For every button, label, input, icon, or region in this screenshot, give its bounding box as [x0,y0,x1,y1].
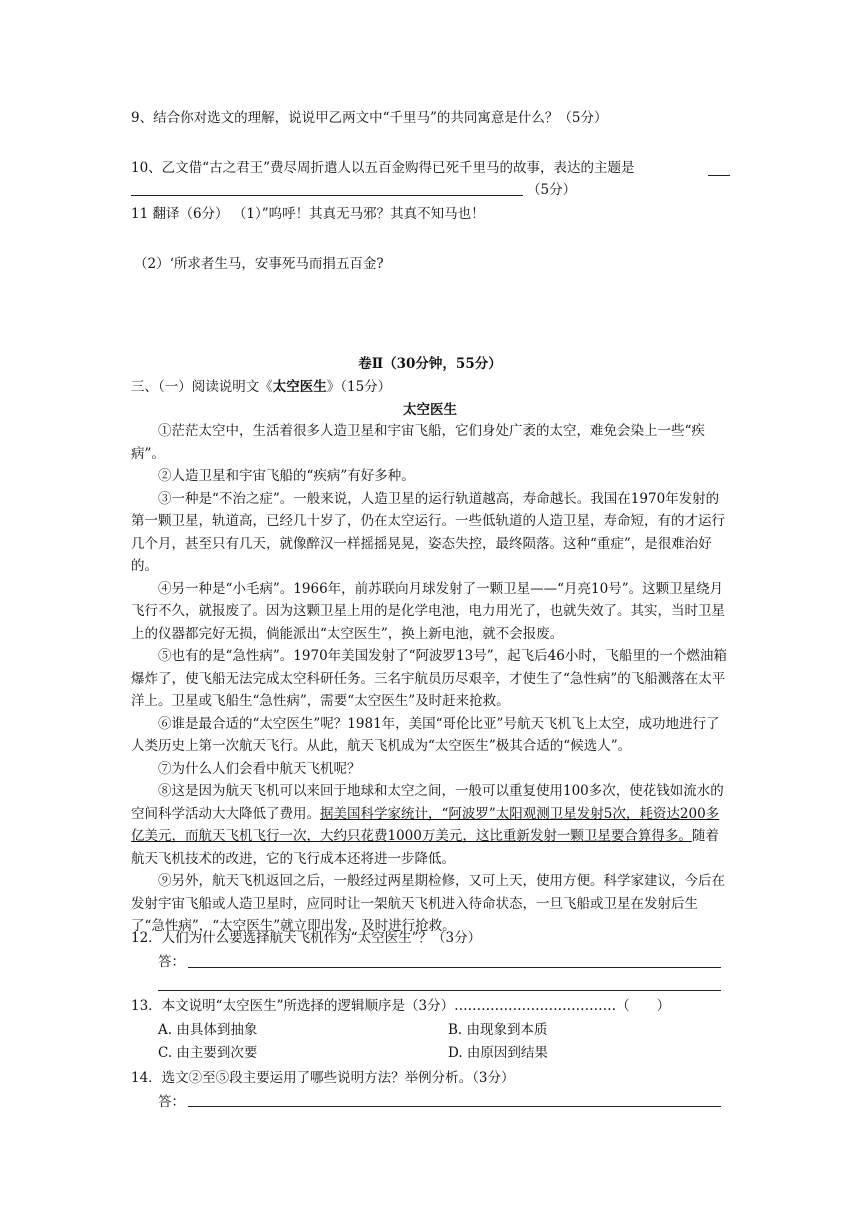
paragraph-4: ④另一种是“小毛病”。1966年，前苏联向月球发射了一颗卫星——“月亮10号”。这颗卫星绕月飞行不久，就报废了。因为这颗卫星上用的是化学电池，电力用光了，也就失效了。其实，当时卫星上的仪器都完好无损，倘能派出“太空医生”，换上新电池，就不会报废。 [131,580,725,642]
option-d[interactable]: D. 由原因到结果 [448,1045,548,1061]
answer-label-q12: 答： [158,954,185,970]
paragraph-8-end: 随着航天飞机技术的改进，它的飞行成本还将进一步降低。 [131,828,719,867]
answer-label-q14: 答： [158,1094,185,1110]
paragraph-3: ③一种是“不治之症”。一般来说，人造卫星的运行轨道越高，寿命越长。我国在1970年发射的第一颗卫星，轨道高，已经几十岁了，仍在太空运行。一些低轨道的人造卫星，寿命短，有的才运行几个月，甚至只有几天，就像醉汉一样摇摇晃晃，姿态失控，最终陨落。这种“重症”，是很难治好的。 [131,490,725,574]
answer-blank-q10-a[interactable] [708,175,730,176]
paragraph-2: ②人造卫星和宇宙飞船的“疾病”有好多种。 [158,468,415,484]
section-3-prefix: 三、（一）阅读说明文《 [131,379,273,395]
answer-blank-q10-b[interactable] [131,195,523,196]
question-12: 12．人们为什么要选择航天飞机作为“太空医生”？（3分） [131,930,482,946]
paragraph-6: ⑥谁是最合适的“太空医生”呢？1981年，美国“哥伦比亚”号航天飞机飞上太空，成功地进行了人类历史上第一次航天飞行。从此，航天飞机成为“太空医生”极其合适的“候选人”。 [131,715,720,754]
paragraph-7: ⑦为什么人们会看中航天飞机呢？ [158,760,361,777]
question-10-score: （5分） [527,182,577,198]
section-3-suffix: 》（15分） [326,379,392,395]
paragraph-5: ⑤也有的是“急性病”。1970年美国发射了“阿波罗13号”，起飞后46小时，飞船里的一个燃油箱爆炸了，使飞船无法完成太空科研任务。三名宇航员历尽艰辛，才使生了“急性病”的飞船溅落在太平洋上。卫星或飞船生“急性病”，需要“太空医生”及时赶来抢救。 [131,648,727,709]
paragraph-1: ①茫茫太空中，生活着很多人造卫星和宇宙飞船，它们身处广袤的太空，难免会染上一些“疾病”。 [131,423,705,462]
option-c[interactable]: C. 由主要到次要 [158,1045,258,1061]
question-13: 13．本文说明“太空医生”所选择的逻辑顺序是（3分）………………………………（ ） [131,998,671,1014]
paragraph-8-underlined: 据美国科学家统计，“阿波罗”太阳观测卫星发射5次，耗资达200多亿美元，而航天飞机飞行一次，大约只花费1000万美元，这比重新发射一颗卫星要合算得多。 [131,805,720,844]
question-14: 14．选文②至⑤段主要运用了哪些说明方法？举例分析。（3分） [131,1070,515,1086]
part-2-title: 卷Ⅱ（30分钟，55分） [358,356,502,372]
question-11-part-2: （2）‘所求者生马，安事死马而捐五百金? [134,256,384,272]
section-3-article-name: 太空医生 [272,379,327,395]
paragraph-9: ⑨另外，航天飞机返回之后，一般经过两星期检修，又可上天，使用方便。科学家建议，今后在发射宇宙飞船或人造卫星时，应同时让一架航天飞机进入待命状态，一旦飞船或卫星在发射后生了“急性病”，“太空医生”就立即出发，及时进行抢救。 [131,873,725,934]
question-10: 10、乙文借“古之君王”费尽周折遣人以五百金购得已死千里马的故事，表达的主题是 [131,160,635,176]
answer-line-q14[interactable] [188,1106,721,1107]
article-title: 太空医生 [403,402,457,418]
option-b[interactable]: B. 由现象到本质 [448,1022,548,1038]
answer-line-q12-b[interactable] [158,990,721,991]
paragraph-8-start: ⑧这是因为航天飞机可以来回于地球和太空之间，一般可以重复使用100多次，使花钱如流水的空间科学活动大大降低了费用。 [131,783,724,822]
question-9: 9、结合你对选文的理解，说说甲乙两文中“千里马”的共同寓意是什么？（5分） [131,110,608,126]
section-3-heading [131,377,391,397]
option-a[interactable]: A. 由具体到抽象 [158,1022,258,1038]
answer-line-q12-a[interactable] [188,967,721,968]
paragraph-8 [131,780,731,870]
article-body [131,420,731,938]
question-11: 11 翻译（6分） （1）”呜呼！其真无马邪？其真不知马也！ [131,206,485,222]
